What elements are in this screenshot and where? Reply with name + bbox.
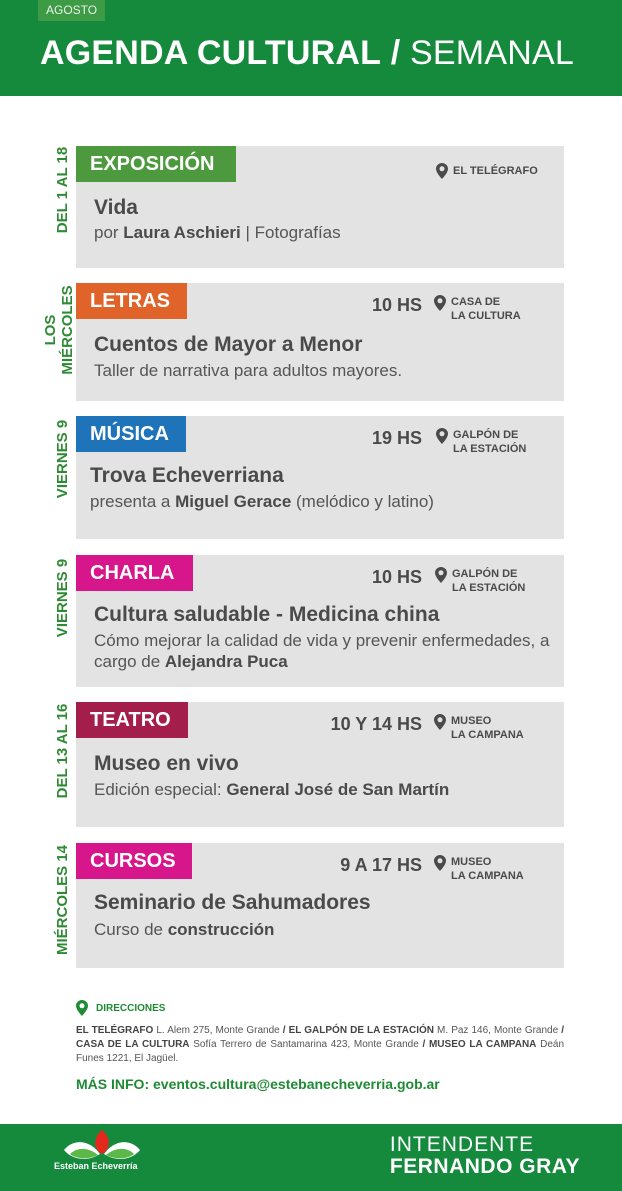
- directions-text: EL TELÉGRAFO L. Alem 275, Monte Grande / EL GALPÓN DE LA ESTACIÓN M. Paz 146, Monte Grande / CASA DE LA CULTURA Sofía Terrero de Santamarina 423, Monte Grande / MUSEO LA CAMPANA Deán Funes 1221, El Jagüel.: [76, 1025, 565, 1064]
- location-name: CASA DE LA CULTURA: [451, 296, 521, 322]
- event-time: 9 A 17 HS: [340, 855, 422, 875]
- event-date-5: DEL 13 AL 16: [54, 703, 71, 799]
- location-pin-icon: [434, 714, 446, 730]
- mayor-name: FERNANDO GRAY: [389, 1155, 580, 1178]
- event-card-exposicion: [76, 146, 564, 268]
- event-description: Curso de construcción: [94, 920, 275, 939]
- event-time: 10 HS: [371, 295, 422, 315]
- event-date-3: VIERNES 9: [54, 419, 71, 499]
- event-title: Cultura saludable - Medicina china: [94, 603, 440, 626]
- location-pin-icon: [76, 1000, 88, 1016]
- mayor-title: INTENDENTE: [389, 1133, 535, 1156]
- event-date-2: LOS MIÉRCOLES: [42, 285, 76, 375]
- location-pin-icon: [436, 163, 448, 179]
- location-pin-icon: [434, 295, 446, 311]
- event-card-musica: [76, 416, 564, 539]
- directions-section: [76, 1000, 564, 1092]
- location: [435, 567, 525, 595]
- event-card-letras: [76, 283, 564, 401]
- location-pin-icon: [434, 855, 446, 871]
- event-card-cursos: [76, 843, 564, 968]
- page-title: [40, 33, 574, 73]
- event-card-teatro: [76, 702, 564, 827]
- location: [434, 295, 521, 323]
- location: [436, 428, 526, 456]
- mayor-signature: [390, 1134, 580, 1178]
- event-description: presenta a Miguel Gerace (melódico y latino): [90, 492, 434, 511]
- month-tag: AGOSTO: [38, 0, 105, 21]
- event-description: Cómo mejorar la calidad de vida y prevenir enfermedades, a cargo de Alejandra Puca: [94, 631, 550, 671]
- location-name: MUSEO LA CAMPANA: [451, 715, 524, 741]
- category-label: CURSOS: [76, 843, 192, 879]
- event-title: Museo en vivo: [94, 752, 239, 775]
- more-info-link[interactable]: MÁS INFO: eventos.cultura@estebanecheverria.gob.ar: [76, 1076, 440, 1092]
- location: [434, 855, 524, 883]
- event-title: Seminario de Sahumadores: [94, 891, 371, 914]
- event-time: 10 HS: [371, 567, 422, 587]
- event-date-6: MIÉRCOLES 14: [54, 844, 71, 956]
- location-pin-icon: [435, 567, 447, 583]
- event-description: Taller de narrativa para adultos mayores.: [94, 361, 403, 380]
- title-separator: /: [390, 34, 401, 72]
- location: [436, 163, 538, 179]
- event-time: 10 Y 14 HS: [330, 714, 422, 734]
- category-label: TEATRO: [76, 702, 188, 738]
- event-description: por Laura Aschieri | Fotografías: [94, 223, 341, 242]
- category-label: EXPOSICIÓN: [76, 146, 236, 182]
- event-title: Cuentos de Mayor a Menor: [94, 333, 363, 356]
- location-pin-icon: [436, 428, 448, 444]
- category-label: LETRAS: [76, 283, 187, 319]
- logo-text: Esteban Echeverría: [54, 1161, 138, 1171]
- event-date-4: VIERNES 9: [54, 558, 71, 638]
- event-time: 19 HS: [371, 428, 422, 448]
- category-label: MÚSICA: [76, 416, 186, 452]
- location-name: MUSEO LA CAMPANA: [451, 856, 524, 882]
- location-name: EL TELÉGRAFO: [453, 165, 538, 177]
- location-name: GALPÓN DE LA ESTACIÓN: [453, 429, 527, 455]
- title-light: SEMANAL: [410, 34, 574, 72]
- title-bold: AGENDA CULTURAL: [40, 34, 382, 72]
- event-card-charla: [76, 555, 564, 687]
- header-banner: [0, 0, 622, 96]
- event-description: Edición especial: General José de San Martín: [94, 780, 450, 799]
- event-title: Trova Echeverriana: [90, 464, 284, 487]
- category-label: CHARLA: [76, 555, 193, 591]
- directions-heading: DIRECCIONES: [76, 1000, 564, 1016]
- location-name: GALPÓN DE LA ESTACIÓN: [452, 568, 526, 594]
- municipality-logo-icon: [52, 1124, 152, 1191]
- event-title: Vida: [94, 196, 138, 219]
- location: [434, 714, 524, 742]
- event-date-1: DEL 1 AL 18: [54, 146, 71, 234]
